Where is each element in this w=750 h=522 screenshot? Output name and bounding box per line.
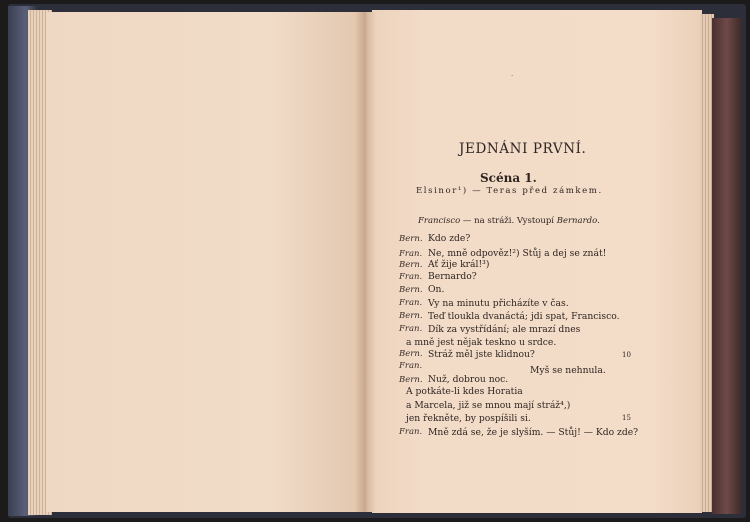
dialogue-line: Vy na minutu přicházíte v čas. [428,298,569,309]
speaker-label: Bern. [399,375,423,385]
dialogue-line: A potkáte-li kdes Horatia [406,386,523,397]
scene-setting: Elsinor¹) — Teras před zámkem. [416,186,603,196]
dialogue-line: Bernardo? [428,271,477,282]
act-title: JEDNÁNI PRVNÍ. [459,141,587,157]
dialogue-line: Teď tloukla dvanáctá; jdi spat, Francisco. [428,311,620,322]
speaker-label: Fran. [399,324,423,334]
speaker-label: Fran. [399,272,423,282]
stage-direction-name-2: Bernardo. [556,216,600,226]
dialogue-line: Ať žije král!³) [428,259,490,270]
cover-right-edge [712,18,742,514]
stage-direction-text: — na stráži. Vystoupí [460,216,557,226]
dialogue-line: Mně zdá se, že je slyším. — Stůj! — Kdo zde? [428,427,639,438]
page-mark: · [511,72,514,80]
scene-title: Scéna 1. [480,171,537,185]
dialogue-line: Dík za vystřídání; ale mrazí dnes [428,324,581,335]
stage-direction-name-1: Francisco [418,216,461,226]
speaker-label: Fran. [399,361,423,371]
left-page-blank [46,12,364,512]
speaker-label: Bern. [399,234,423,244]
dialogue-line: On. [428,284,445,295]
speaker-label: Bern. [399,311,423,321]
speaker-label: Fran. [399,249,423,259]
speaker-label: Bern. [399,349,423,359]
dialogue-line: Stráž měl jste klidnou? [428,349,535,360]
dialogue-line: a Marcela, již se mnou mají stráž⁴,) [406,400,571,411]
speaker-label: Fran. [399,298,423,308]
speaker-label: Bern. [399,285,423,295]
dialogue-line: Ne, mně odpověz!²) Stůj a dej se znát! [428,248,607,259]
speaker-label: Bern. [399,260,423,270]
speaker-label: Fran. [399,427,423,437]
stage-direction [418,216,600,226]
book-gutter [355,12,377,512]
line-number: 10 [622,351,631,359]
dialogue-line: Kdo zde? [428,233,471,244]
line-number: 15 [622,414,631,422]
dialogue-line: jen řekněte, by pospíšili si. [406,413,531,424]
dialogue-line: Myš se nehnula. [530,365,606,376]
dialogue-line: Nuž, dobrou noc. [428,374,509,385]
dialogue-line: a mně jest nějak teskno u srdce. [406,337,557,348]
